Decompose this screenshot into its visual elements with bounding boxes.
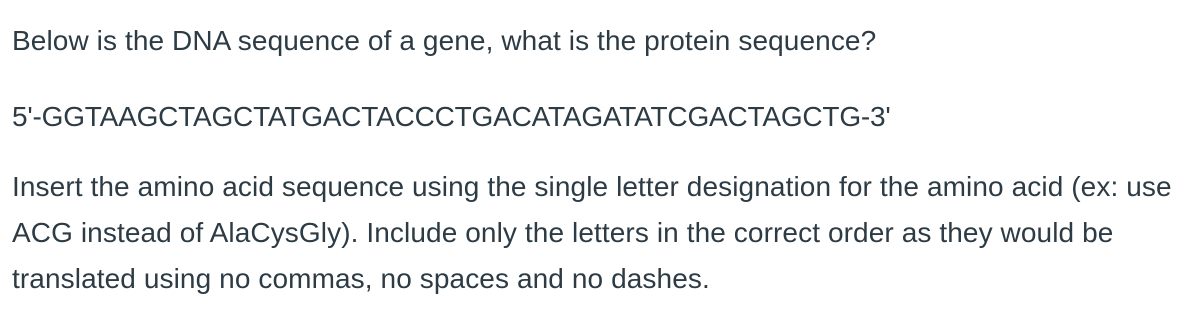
question-prompt: Below is the DNA sequence of a gene, what is the protein sequence?	[12, 25, 877, 56]
answer-instructions: Insert the amino acid sequence using the single letter designation for the amino acid (ex: use ACG instead of AlaCysGly). Include only the letters in the correct order as they would be translated using no commas, no spaces and no dashes.	[12, 171, 1172, 294]
dna-sequence: 5'-GGTAAGCTAGCTATGACTACCCTGACATAGATATCGACTAGCTG-3'	[12, 101, 891, 132]
